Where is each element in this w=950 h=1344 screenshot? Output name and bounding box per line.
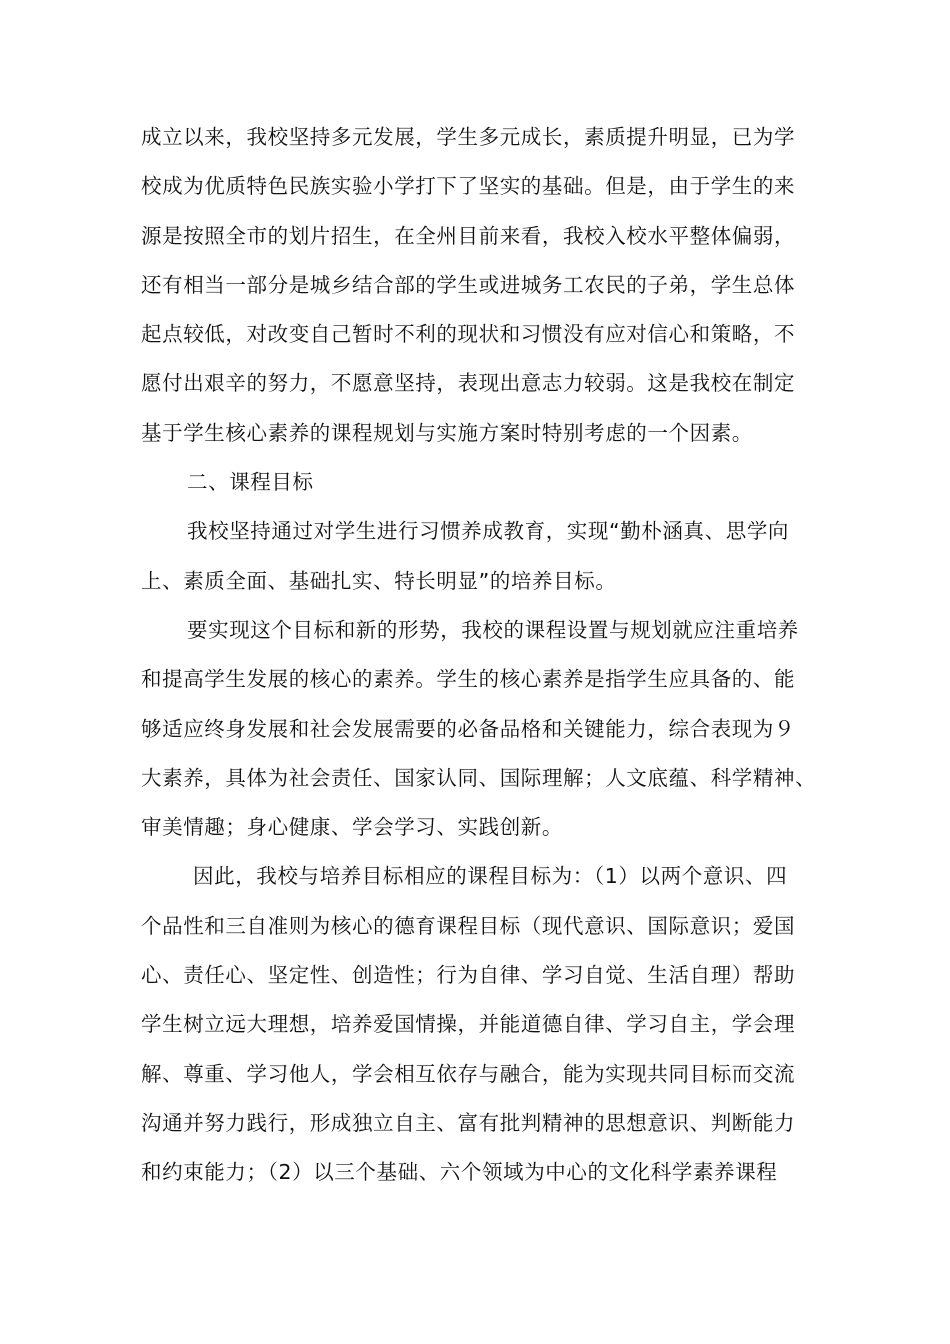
text-line: 起点较低，对改变自己暂时不利的现状和习惯没有应对信心和策略，不 (141, 322, 796, 347)
text-line: 还有相当一部分是城乡结合部的学生或进城务工农民的子弟，学生总体 (141, 272, 796, 297)
text-line: 我校坚持通过对学生进行习惯养成教育，实现“勤朴涵真、思学向 (187, 519, 790, 544)
text-line: 源是按照全市的划片招生，在全州目前来看，我校入校水平整体偏弱， (141, 223, 796, 248)
document-body (141, 113, 821, 1198)
text-line: 心、责任心、坚定性、创造性；行为自律、学习自觉、生活自理）帮助 (141, 963, 796, 988)
text-line: 审美情趣；身心健康、学会学习、实践创新。 (141, 815, 563, 840)
text-line: 成立以来，我校坚持多元发展，学生多元成长，素质提升明显，已为学 (141, 125, 796, 149)
text-line: 大素养，具体为社会责任、国家认同、国际理解；人文底蕴、科学精神、 (141, 765, 817, 790)
text-line: 够适应终身发展和社会发展需要的必备品格和关键能力，综合表现为９ (141, 716, 796, 741)
section-heading: 二、课程目标 (187, 470, 314, 495)
text-line: 要实现这个目标和新的形势，我校的课程设置与规划就应注重培养 (187, 617, 799, 642)
text-line: 个品性和三自准则为核心的德育课程目标（现代意识、国际意识；爱国 (141, 913, 796, 938)
text-line: 和约束能力；（2）以三个基础、六个领域为中心的文化科学素养课程 (141, 1160, 778, 1185)
text-line: 基于学生核心素养的课程规划与实施方案时特别考虑的一个因素。 (141, 420, 753, 445)
text-line: 愿付出艰辛的努力，不愿意坚持，表现出意志力较弱。这是我校在制定 (141, 371, 796, 396)
text-line: 上、素质全面、基础扎实、特长明显”的培养目标。 (141, 568, 617, 593)
text-line: 沟通并努力践行，形成独立自主、富有批判精神的思想意识、判断能力 (141, 1110, 796, 1135)
text-line: 校成为优质特色民族实验小学打下了坚实的基础。但是，由于学生的来 (141, 174, 796, 199)
text-line: 解、尊重、学习他人，学会相互依存与融合，能为实现共同目标而交流 (141, 1061, 796, 1086)
text-line: 和提高学生发展的核心的素养。学生的核心素养是指学生应具备的、能 (141, 667, 796, 692)
text-line: 因此，我校与培养目标相应的课程目标为：（1）以两个意识、四 (193, 864, 788, 889)
text-line: 学生树立远大理想，培养爱国情操，并能道德自律、学习自主，学会理 (141, 1012, 796, 1037)
